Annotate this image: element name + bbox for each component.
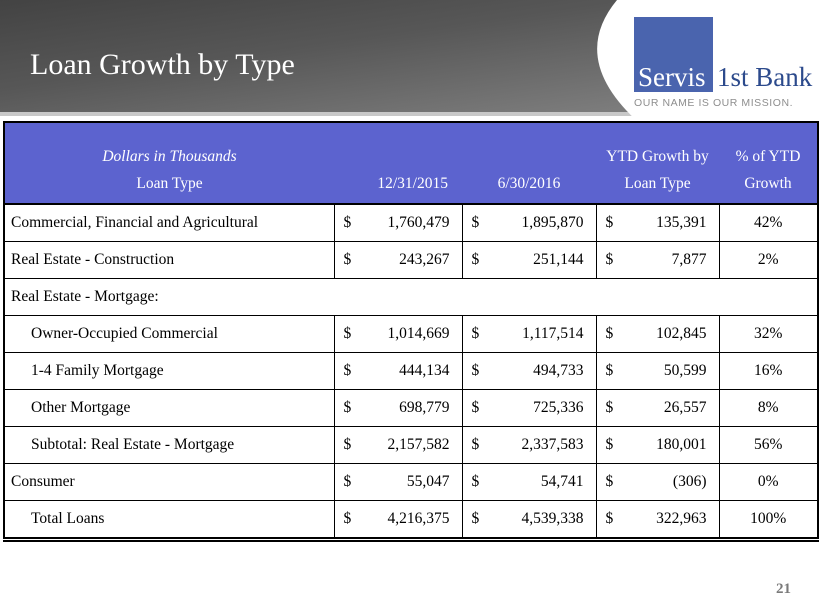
- amount: 135,391: [656, 214, 707, 231]
- loan-growth-table: [3, 121, 819, 542]
- amount: 102,845: [656, 325, 707, 342]
- growth-cell: [596, 353, 719, 390]
- table-row-section: [4, 279, 818, 316]
- dollar-sign: $: [343, 214, 352, 231]
- table-header-row-1: [4, 122, 818, 167]
- value-2016-cell: [462, 316, 596, 353]
- dollar-sign: $: [605, 325, 614, 342]
- dollar-sign: $: [343, 399, 352, 416]
- spacer-cell: [462, 122, 596, 167]
- dollar-sign: $: [605, 473, 614, 490]
- dollar-sign: $: [471, 325, 480, 342]
- table-row: [4, 242, 818, 279]
- amount: 243,267: [399, 251, 450, 268]
- value-2016-cell: [462, 242, 596, 279]
- amount: 444,134: [399, 362, 450, 379]
- amount: 1,117,514: [522, 325, 584, 342]
- amount: 1,014,669: [387, 325, 450, 342]
- slide-title: Loan Growth by Type: [30, 48, 295, 81]
- percent-cell: 100%: [719, 501, 818, 540]
- amount: 2,337,583: [521, 436, 584, 453]
- dollar-sign: $: [343, 362, 352, 379]
- dollar-sign: $: [471, 399, 480, 416]
- value-2016-cell: [462, 464, 596, 501]
- amount: 4,539,338: [521, 510, 584, 527]
- table-header: [4, 122, 818, 204]
- spacer-cell: [334, 122, 462, 167]
- dollar-sign: $: [343, 325, 352, 342]
- logo-tagline: OUR NAME IS OUR MISSION.: [634, 97, 794, 109]
- amount: 494,733: [533, 362, 584, 379]
- amount: 1,895,870: [521, 214, 584, 231]
- amount: 2,157,582: [387, 436, 450, 453]
- dollar-sign: $: [605, 510, 614, 527]
- value-2016-cell: [462, 353, 596, 390]
- units-label: Dollars in Thousands: [4, 122, 334, 167]
- logo-text-1st-bank: 1st Bank: [717, 62, 813, 93]
- logo-wordmark: [634, 17, 812, 92]
- page-number: 21: [776, 581, 791, 597]
- percent-cell: 42%: [719, 204, 818, 242]
- table-row: [4, 316, 818, 353]
- loan-type-section-cell: Real Estate - Mortgage:: [4, 279, 818, 316]
- amount: 54,741: [540, 473, 584, 490]
- table-body: [4, 204, 818, 540]
- loan-type-cell: Total Loans: [4, 501, 334, 540]
- dollar-sign: $: [343, 473, 352, 490]
- growth-cell: [596, 242, 719, 279]
- percent-cell: 8%: [719, 390, 818, 427]
- dollar-sign: $: [471, 436, 480, 453]
- table-row-total: [4, 501, 818, 540]
- amount: 26,557: [663, 399, 707, 416]
- percent-cell: 2%: [719, 242, 818, 279]
- value-2015-cell: [334, 390, 462, 427]
- amount: (306): [672, 473, 707, 490]
- table-row-subtotal: [4, 427, 818, 464]
- value-2015-cell: [334, 316, 462, 353]
- amount: 1,760,479: [387, 214, 450, 231]
- amount: 725,336: [533, 399, 584, 416]
- dollar-sign: $: [343, 251, 352, 268]
- value-2015-cell: [334, 464, 462, 501]
- loan-type-cell: Consumer: [4, 464, 334, 501]
- col-header-growth-line2: Loan Type: [596, 167, 719, 204]
- percent-cell: 32%: [719, 316, 818, 353]
- value-2015-cell: [334, 353, 462, 390]
- percent-cell: 56%: [719, 427, 818, 464]
- col-header-date-2016: 6/30/2016: [462, 167, 596, 204]
- growth-cell: [596, 316, 719, 353]
- amount: 698,779: [399, 399, 450, 416]
- loan-type-cell: Owner-Occupied Commercial: [4, 316, 334, 353]
- percent-cell: 0%: [719, 464, 818, 501]
- amount: 322,963: [656, 510, 707, 527]
- dollar-sign: $: [471, 251, 480, 268]
- value-2016-cell: [462, 427, 596, 464]
- table-header-row-2: [4, 167, 818, 204]
- dollar-sign: $: [605, 214, 614, 231]
- value-2015-cell: [334, 427, 462, 464]
- dollar-sign: $: [471, 510, 480, 527]
- value-2016-cell: [462, 501, 596, 540]
- amount: 55,047: [406, 473, 450, 490]
- growth-cell: [596, 390, 719, 427]
- value-2015-cell: [334, 501, 462, 540]
- col-header-date-2015: 12/31/2015: [334, 167, 462, 204]
- col-header-pct-line2: Growth: [719, 167, 818, 204]
- growth-cell: [596, 501, 719, 540]
- value-2015-cell: [334, 242, 462, 279]
- percent-cell: 16%: [719, 353, 818, 390]
- amount: 251,144: [533, 251, 584, 268]
- col-header-loan-type: Loan Type: [4, 167, 334, 204]
- growth-cell: [596, 204, 719, 242]
- dollar-sign: $: [343, 510, 352, 527]
- dollar-sign: $: [471, 473, 480, 490]
- loan-type-cell: Real Estate - Construction: [4, 242, 334, 279]
- logo-blue-square: [634, 17, 713, 92]
- table-row: [4, 390, 818, 427]
- table-row: [4, 464, 818, 501]
- col-header-growth-line1: YTD Growth by: [596, 122, 719, 167]
- dollar-sign: $: [471, 362, 480, 379]
- table-row: [4, 204, 818, 242]
- value-2015-cell: [334, 204, 462, 242]
- growth-cell: [596, 464, 719, 501]
- loan-type-cell: Commercial, Financial and Agricultural: [4, 204, 334, 242]
- loan-type-cell: Subtotal: Real Estate - Mortgage: [4, 427, 334, 464]
- loan-growth-table-container: [3, 121, 819, 542]
- value-2016-cell: [462, 390, 596, 427]
- col-header-pct-line1: % of YTD: [719, 122, 818, 167]
- dollar-sign: $: [343, 436, 352, 453]
- dollar-sign: $: [605, 362, 614, 379]
- dollar-sign: $: [605, 251, 614, 268]
- amount: 7,877: [671, 251, 707, 268]
- servisfirst-bank-logo: [634, 17, 812, 109]
- amount: 180,001: [656, 436, 707, 453]
- logo-text-servis: Servis: [638, 62, 706, 93]
- loan-type-cell: 1-4 Family Mortgage: [4, 353, 334, 390]
- amount: 4,216,375: [387, 510, 450, 527]
- dollar-sign: $: [605, 436, 614, 453]
- dollar-sign: $: [471, 214, 480, 231]
- table-row: [4, 353, 818, 390]
- amount: 50,599: [663, 362, 707, 379]
- value-2016-cell: [462, 204, 596, 242]
- dollar-sign: $: [605, 399, 614, 416]
- loan-type-cell: Other Mortgage: [4, 390, 334, 427]
- growth-cell: [596, 427, 719, 464]
